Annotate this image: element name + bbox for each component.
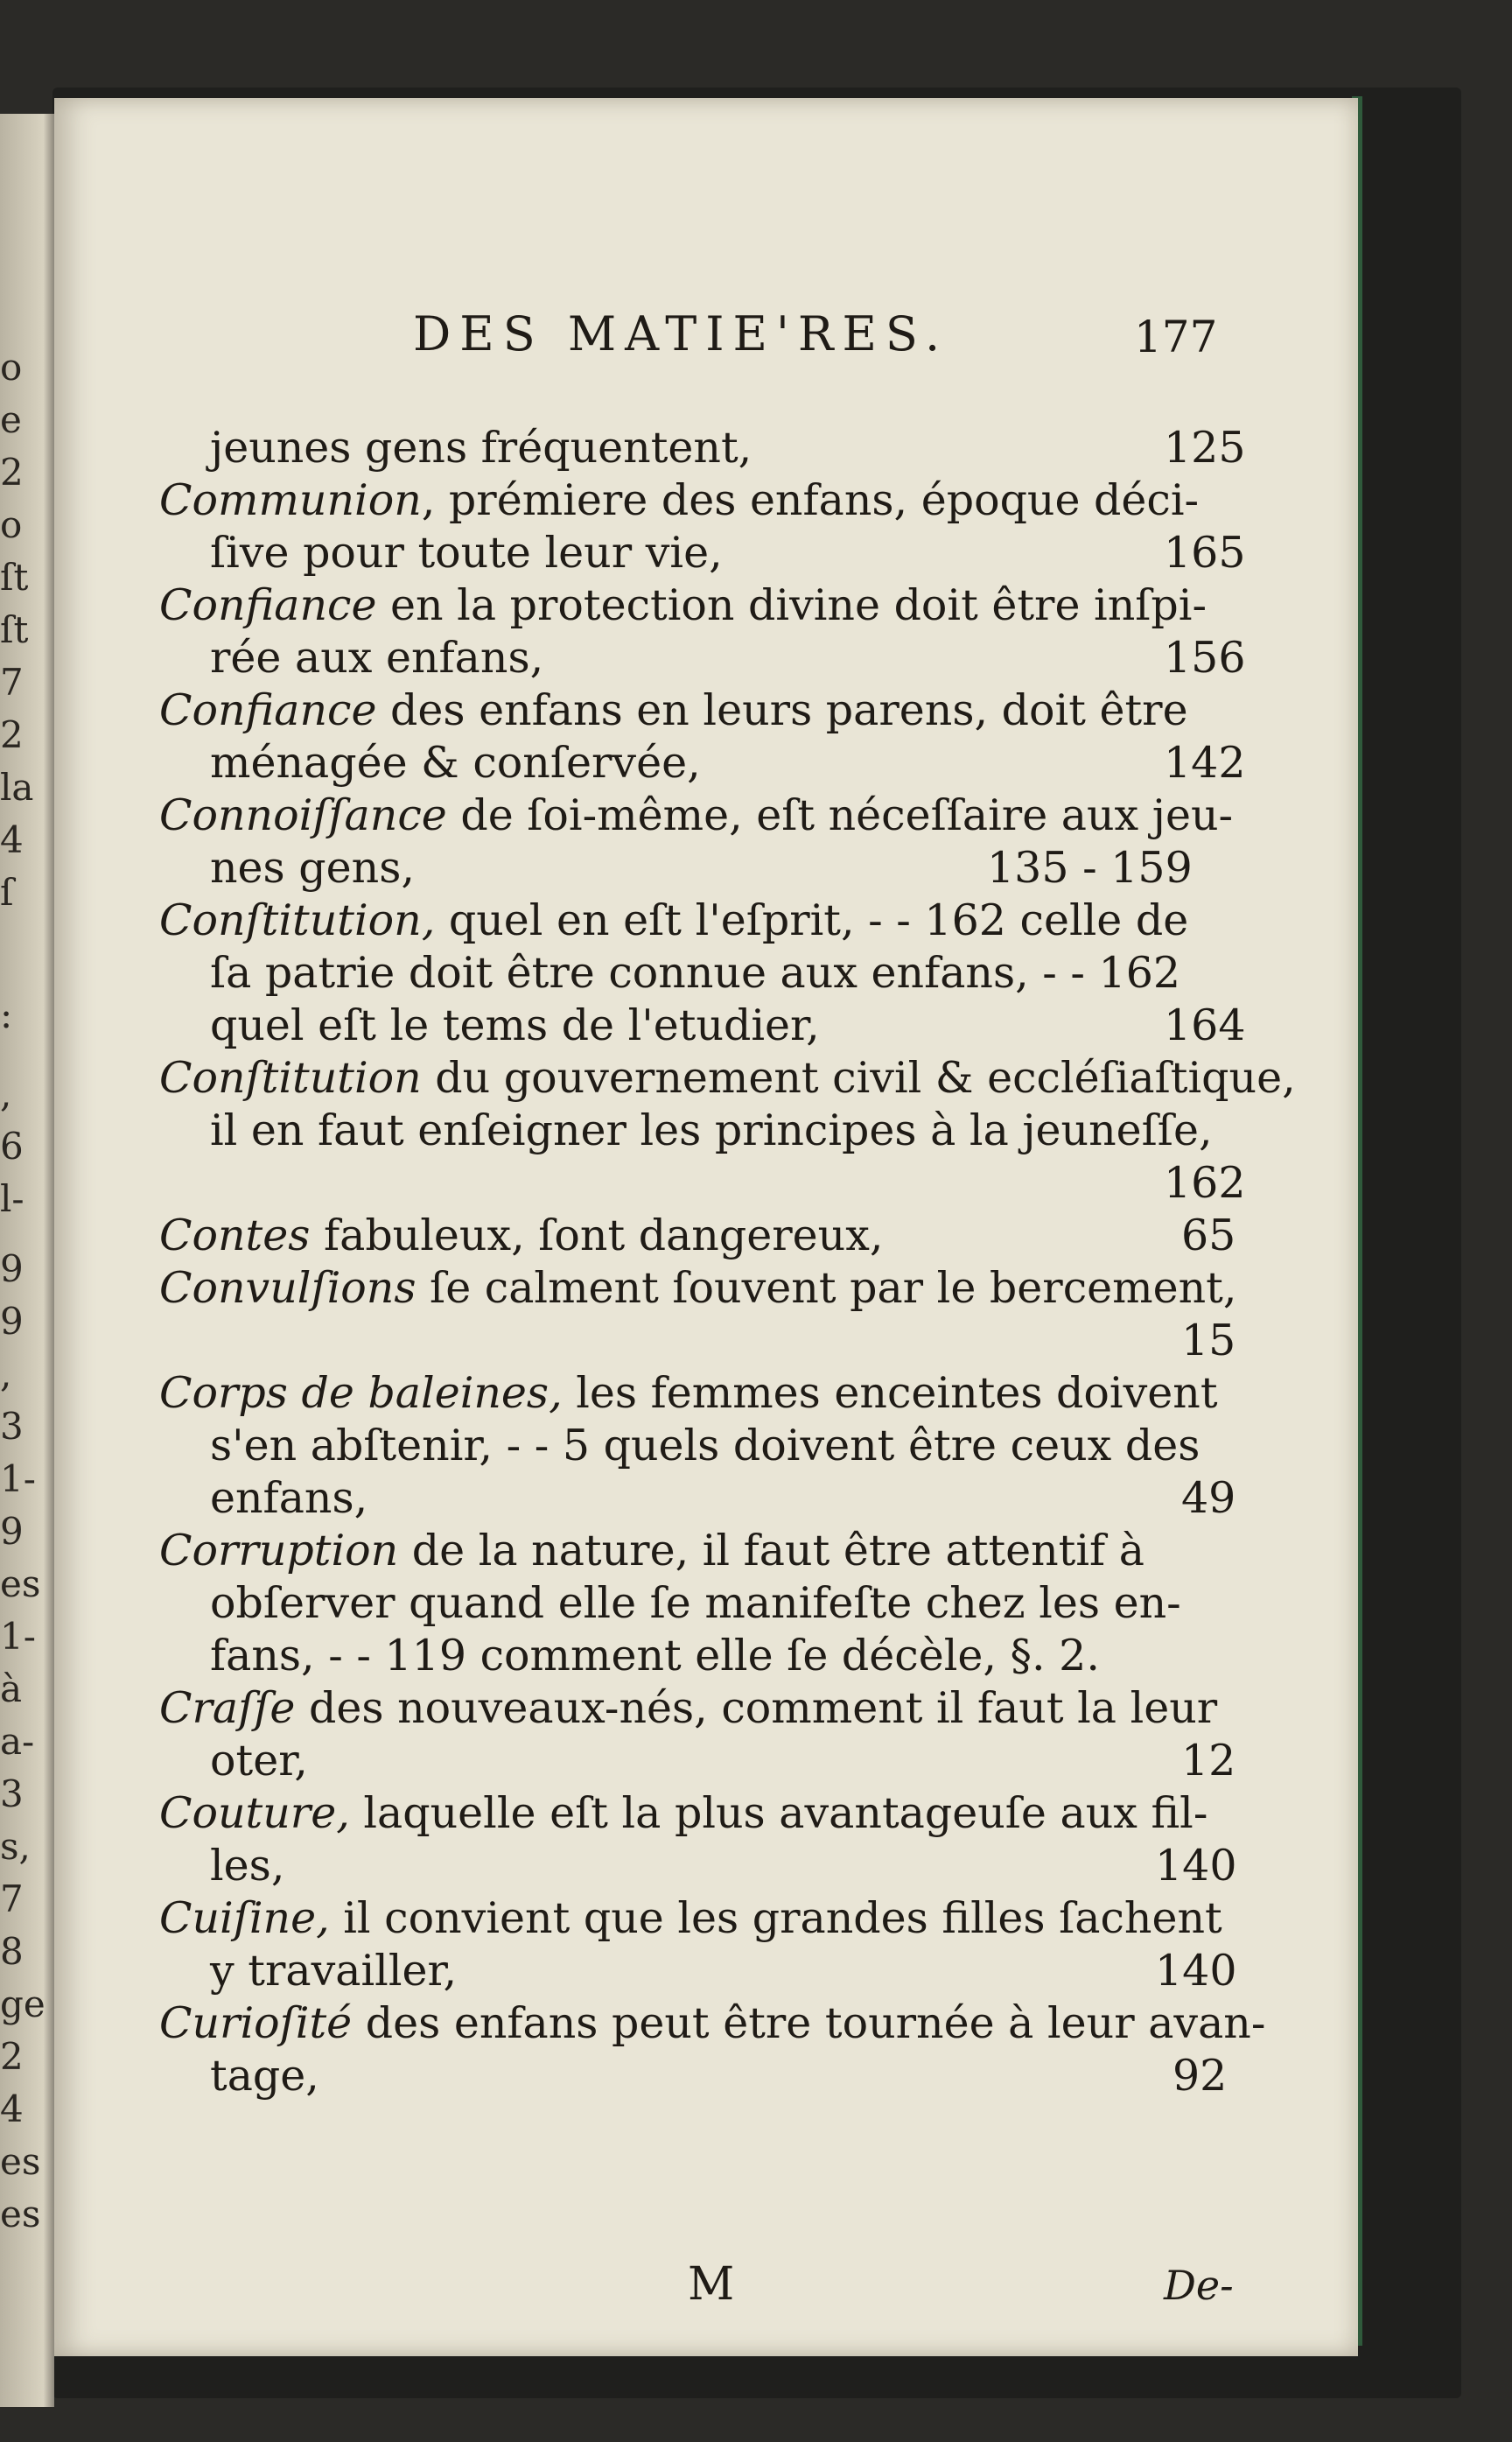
index-line: les,: [210, 1841, 285, 1891]
page-ref: 165: [1164, 528, 1246, 578]
edge-char: ſt: [0, 556, 29, 599]
index-line: Curioſité des enfans peut être tournée à leur avan-: [159, 1998, 1266, 2048]
index-line: Corps de baleines, les femmes enceintes doivent: [159, 1368, 1218, 1418]
index-line: oter,: [210, 1736, 308, 1786]
edge-char: o: [0, 346, 23, 389]
edge-char: :: [0, 993, 13, 1036]
edge-char: 8: [0, 1930, 24, 1973]
edge-char: l-: [0, 1177, 24, 1220]
index-line: Conſtitution, quel en eſt l'eſprit, - - 162 celle de: [159, 895, 1189, 945]
index-line: il en faut enſeigner les principes à la jeuneſſe,: [210, 1105, 1213, 1155]
signature-mark: M: [688, 2258, 735, 2311]
index-line: s'en abſtenir, - - 5 quels doivent être ceux des: [210, 1421, 1200, 1470]
index-line: fans, - - 119 comment elle ſe décèle, §. 2.: [210, 1631, 1100, 1681]
index-line: obſerver quand elle ſe manifeſte chez les en-: [210, 1578, 1181, 1628]
edge-char: 1-: [0, 1457, 36, 1500]
edge-char: ,: [0, 1072, 12, 1115]
page-ref: 135 - 159: [987, 843, 1193, 893]
edge-char: es: [0, 2193, 41, 2235]
index-line: ſive pour toute leur vie,: [210, 528, 723, 578]
page-ref: 65: [1181, 1210, 1236, 1260]
page-ref: 15: [1181, 1316, 1236, 1365]
index-page: [54, 98, 1358, 2356]
index-line: quel eſt le tems de l'etudier,: [210, 1000, 820, 1050]
index-line: Confiance des enfans en leurs parens, doit être: [159, 685, 1188, 735]
index-line: enfans,: [210, 1473, 368, 1523]
index-line: Connoiſſance de ſoi-même, eſt néceſſaire aux jeu-: [159, 790, 1234, 840]
index-line: Contes fabuleux, ſont dangereux,: [159, 1210, 884, 1260]
page-ref: 142: [1164, 738, 1246, 788]
page-number: 177: [1134, 312, 1218, 362]
edge-char: es: [0, 1562, 41, 1605]
edge-char: es: [0, 2140, 41, 2183]
edge-char: 9: [0, 1300, 24, 1343]
index-line: ſa patrie doit être connue aux enfans, - - 162: [210, 948, 1181, 998]
edge-char: la: [0, 766, 34, 809]
index-line: nes gens,: [210, 843, 415, 893]
edge-char: 1-: [0, 1615, 36, 1658]
index-line: Craſſe des nouveaux-nés, comment il faut la leur: [159, 1683, 1218, 1733]
edge-char: o: [0, 503, 23, 546]
page-ref: 92: [1172, 2051, 1228, 2101]
index-line: Cuiſine, il convient que les grandes filles ſachent: [159, 1893, 1222, 1943]
page-ref: 164: [1164, 1000, 1246, 1050]
page-header: [54, 306, 1358, 376]
edge-char: 2: [0, 2035, 24, 2078]
index-line: ménagée & conſervée,: [210, 738, 701, 788]
page-ref: 125: [1164, 423, 1246, 473]
edge-char: 7: [0, 1877, 24, 1920]
edge-char: 4: [0, 818, 24, 861]
edge-char: 6: [0, 1125, 24, 1168]
index-line: Convulſions ſe calment ſouvent par le bercement,: [159, 1263, 1237, 1313]
left-page-edge: [0, 114, 54, 2407]
running-title: DES MATIE'RES.: [413, 306, 949, 361]
page-ref: 156: [1164, 633, 1246, 683]
edge-char: ge: [0, 1982, 46, 2025]
page-ref: 140: [1155, 1946, 1237, 1996]
edge-char: e: [0, 398, 22, 441]
edge-char: s,: [0, 1825, 31, 1868]
index-line: Couture, laquelle eſt la plus avantageuſe aux fil-: [159, 1788, 1208, 1838]
edge-char: 3: [0, 1772, 24, 1815]
edge-char: 3: [0, 1405, 24, 1448]
index-line: Communion, prémiere des enfans, époque déci-: [159, 475, 1200, 525]
edge-char: 2: [0, 451, 24, 494]
edge-char: 9: [0, 1247, 24, 1290]
edge-char: à: [0, 1667, 23, 1710]
page-ref: 49: [1181, 1473, 1236, 1523]
page-ref: 162: [1164, 1158, 1246, 1208]
index-line: Corruption de la nature, il faut être attentif à: [159, 1526, 1144, 1575]
index-line: y travailler,: [210, 1946, 458, 1996]
page-ref: 12: [1181, 1736, 1236, 1786]
page-ref: 140: [1155, 1841, 1237, 1891]
edge-char: ,: [0, 1352, 12, 1395]
catchword: De-: [1164, 2262, 1234, 2309]
index-line: jeunes gens fréquentent,: [210, 423, 752, 473]
edge-char: ſ: [0, 871, 14, 914]
index-line: tage,: [210, 2051, 319, 2101]
edge-char: 7: [0, 661, 24, 704]
index-line: rée aux enfans,: [210, 633, 544, 683]
edge-char: a-: [0, 1720, 35, 1763]
edge-char: 2: [0, 713, 24, 756]
edge-char: 9: [0, 1510, 24, 1553]
edge-char: ſt: [0, 608, 29, 651]
index-line: Conſtitution du gouvernement civil & eccléſiaſtique,: [159, 1053, 1296, 1103]
index-line: Confiance en la protection divine doit être inſpi-: [159, 580, 1208, 630]
edge-char: 4: [0, 2088, 24, 2130]
